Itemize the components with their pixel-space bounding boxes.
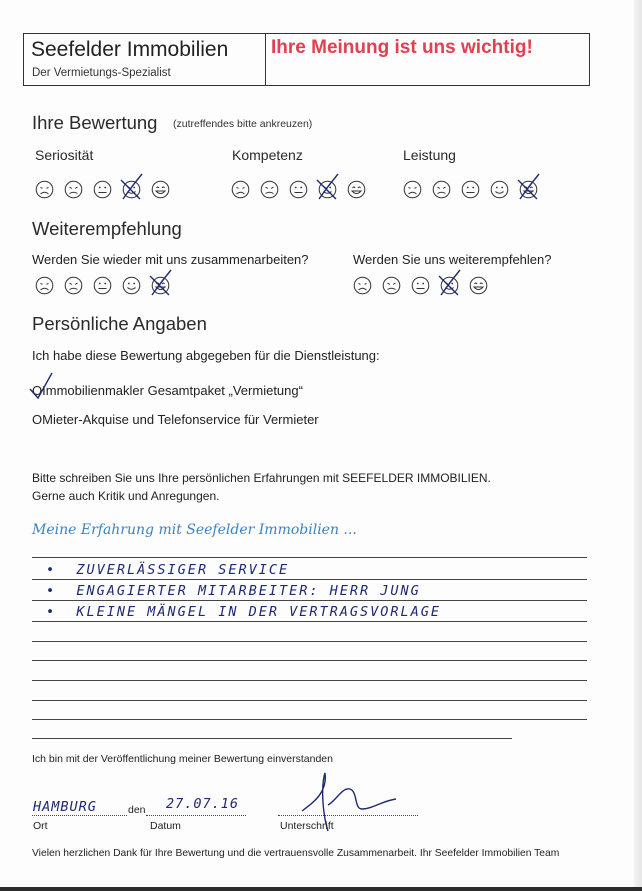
- service-intro: Ich habe diese Bewertung abgegeben für die Dienstleistung:: [32, 348, 380, 363]
- very-sad-face-icon[interactable]: [35, 276, 54, 295]
- writing-line: [32, 600, 587, 601]
- service-option-gesamtpaket[interactable]: [32, 383, 303, 398]
- writing-line: [32, 641, 587, 642]
- writing-line: [32, 557, 587, 558]
- sad-face-icon[interactable]: [382, 276, 401, 295]
- sad-face-icon[interactable]: [432, 180, 451, 199]
- cross-mark-icon: [436, 268, 464, 298]
- neutral-face-icon[interactable]: [411, 276, 430, 295]
- page-edge-shadow: [634, 0, 642, 891]
- experience-heading: Meine Erfahrung mit Seefelder Immobilien ...: [32, 522, 357, 538]
- neutral-face-icon[interactable]: [461, 180, 480, 199]
- happy-face-icon[interactable]: [490, 180, 509, 199]
- writing-line: [32, 738, 512, 739]
- experience-entry-3: • KLEINE MÄNGEL IN DER VERTRAGSVORLAGE: [46, 604, 442, 620]
- criterion-label-leistung: Leistung: [403, 147, 456, 163]
- experience-entry-2: • ENGAGIERTER MITARBEITER: HERR JUNG: [46, 583, 421, 599]
- sad-face-icon[interactable]: [260, 180, 279, 199]
- option-label: Immobilienmakler Gesamtpaket „Vermietung“: [42, 383, 303, 398]
- experience-entry-1: • ZUVERLÄSSIGER SERVICE: [46, 562, 290, 578]
- rating-hint: (zutreffendes bitte ankreuzen): [173, 118, 313, 130]
- signature-label: Unterschrift: [280, 820, 334, 832]
- page-bottom-edge: [0, 887, 642, 891]
- footer-thanks: Vielen herzlichen Dank für Ihre Bewertung und die vertrauensvolle Zusammenarbeit. Ihr Seefelder Immobilien Team: [32, 848, 560, 859]
- recommendation-section-title: Weiterempfehlung: [32, 218, 182, 239]
- experience-prompt-line2: Gerne auch Kritik und Anregungen.: [32, 489, 220, 503]
- writing-line: [32, 579, 587, 580]
- criterion-label-kompetenz: Kompetenz: [232, 147, 303, 163]
- very-sad-face-icon[interactable]: [403, 180, 422, 199]
- cross-mark-icon: [314, 172, 342, 202]
- sad-face-icon[interactable]: [64, 180, 83, 199]
- slogan: Ihre Meinung ist uns wichtig!: [271, 37, 533, 58]
- criterion-label-seriositaet: Seriosität: [35, 147, 94, 163]
- check-mark-icon: [28, 371, 54, 401]
- option-marker: O: [32, 412, 43, 427]
- very-happy-face-icon[interactable]: [469, 276, 488, 295]
- neutral-face-icon[interactable]: [289, 180, 308, 199]
- date-value: 27.07.16: [166, 796, 240, 812]
- very-sad-face-icon[interactable]: [353, 276, 372, 295]
- neutral-face-icon[interactable]: [93, 276, 112, 295]
- question-collaborate: Werden Sie wieder mit uns zusammenarbeiten?: [32, 252, 309, 267]
- writing-line: [32, 719, 587, 720]
- company-tagline: Der Vermietungs-Spezialist: [32, 67, 171, 79]
- header-divider: [265, 33, 266, 86]
- experience-prompt-line1: Bitte schreiben Sie uns Ihre persönlichen Erfahrungen mit SEEFELDER IMMOBILIEN.: [32, 471, 491, 485]
- place-line: [32, 815, 127, 816]
- question-recommend: Werden Sie uns weiterempfehlen?: [353, 252, 552, 267]
- neutral-face-icon[interactable]: [93, 180, 112, 199]
- place-value: HAMBURG: [33, 799, 97, 815]
- service-option-mieter-akquise[interactable]: [32, 412, 319, 427]
- cross-mark-icon: [515, 172, 543, 202]
- writing-line: [32, 621, 587, 622]
- happy-face-icon[interactable]: [122, 276, 141, 295]
- consent-text: Ich bin mit der Veröffentlichung meiner Bewertung einverstanden: [32, 753, 333, 765]
- cross-mark-icon: [147, 268, 175, 298]
- rating-section-title: Ihre Bewertung: [32, 112, 158, 133]
- very-happy-face-icon[interactable]: [151, 180, 170, 199]
- writing-line: [32, 680, 587, 681]
- date-line: [146, 815, 246, 816]
- very-happy-face-icon[interactable]: [347, 180, 366, 199]
- sad-face-icon[interactable]: [64, 276, 83, 295]
- option-marker: O: [32, 383, 43, 398]
- option-label: Mieter-Akquise und Telefonservice für Vermieter: [42, 412, 319, 427]
- very-sad-face-icon[interactable]: [35, 180, 54, 199]
- cross-mark-icon: [118, 172, 146, 202]
- writing-line: [32, 660, 587, 661]
- writing-line: [32, 700, 587, 701]
- date-label: Datum: [150, 820, 181, 832]
- place-label: Ort: [33, 820, 48, 832]
- very-sad-face-icon[interactable]: [231, 180, 250, 199]
- company-name: Seefelder Immobilien: [31, 38, 229, 61]
- personal-section-title: Persönliche Angaben: [32, 313, 207, 334]
- date-connector: den: [128, 804, 146, 816]
